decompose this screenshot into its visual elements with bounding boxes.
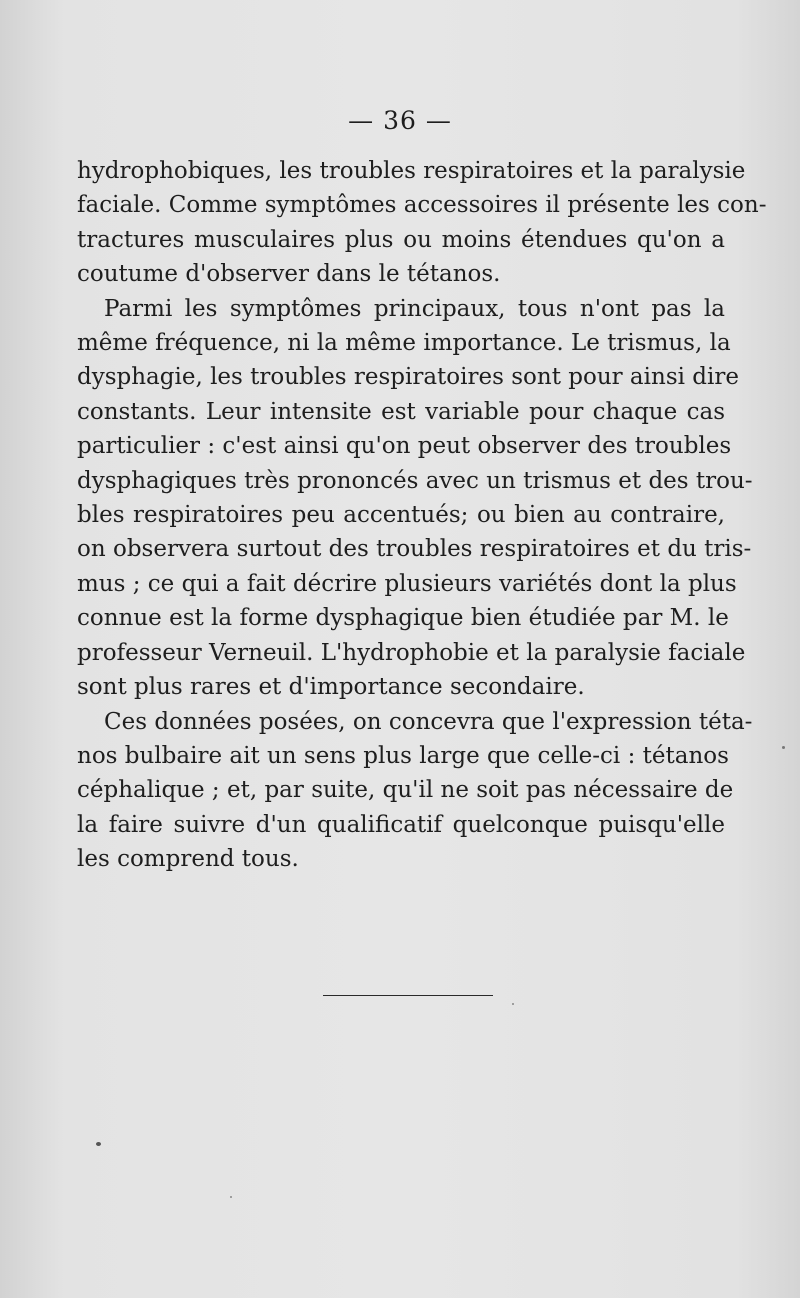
text-line: on observera surtout des troubles respiratoires et du tris-: [77, 536, 752, 563]
text-line: Parmi les symptômes principaux, tous n'ont pas la: [104, 295, 725, 322]
text-line: professeur Verneuil. L'hydrophobie et la paralysie faciale: [77, 639, 746, 666]
body-text: [77, 154, 767, 877]
paper-speck: [96, 1142, 101, 1146]
text-line: mus ; ce qui a fait décrire plusieurs variétés dont la plus: [77, 570, 737, 597]
text-line: particulier : c'est ainsi qu'on peut observer des troubles: [77, 433, 732, 460]
text-line: dysphagie, les troubles respiratoires sont pour ainsi dire: [77, 364, 739, 391]
text-line: Ces données posées, on concevra que l'expression téta-: [104, 708, 753, 735]
text-line: tractures musculaires plus ou moins étendues qu'on a: [77, 226, 725, 253]
text-line: nos bulbaire ait un sens plus large que celle-ci : tétanos: [77, 742, 729, 769]
text-line: les comprend tous.: [77, 846, 299, 873]
paragraph-1: [77, 154, 767, 292]
text-line: connue est la forme dysphagique bien étudiée par M. le: [77, 605, 729, 632]
section-divider: [323, 995, 493, 996]
paragraph-2: [77, 292, 753, 705]
paragraph-3: [77, 705, 753, 877]
text-line: la faire suivre d'un qualificatif quelconque puisqu'elle: [77, 811, 725, 838]
text-line: sont plus rares et d'importance secondaire.: [77, 674, 585, 701]
text-line: hydrophobiques, les troubles respiratoires et la paralysie: [77, 158, 746, 184]
text-line: même fréquence, ni la même importance. Le trismus, la: [77, 330, 731, 357]
paper-speck: [230, 1196, 232, 1198]
text-line: dysphagiques très prononcés avec un trismus et des trou-: [77, 467, 753, 494]
page-number: — 36 —: [348, 106, 452, 135]
paper-speck: [782, 746, 785, 749]
paper-speck: [512, 1003, 514, 1005]
text-line: céphalique ; et, par suite, qu'il ne soit pas nécessaire de: [77, 777, 734, 804]
text-line: constants. Leur intensite est variable pour chaque cas: [77, 398, 725, 425]
text-line: faciale. Comme symptômes accessoires il présente les con-: [77, 192, 767, 219]
text-line: coutume d'observer dans le tétanos.: [77, 261, 501, 288]
text-line: bles respiratoires peu accentués; ou bien au contraire,: [77, 502, 725, 529]
